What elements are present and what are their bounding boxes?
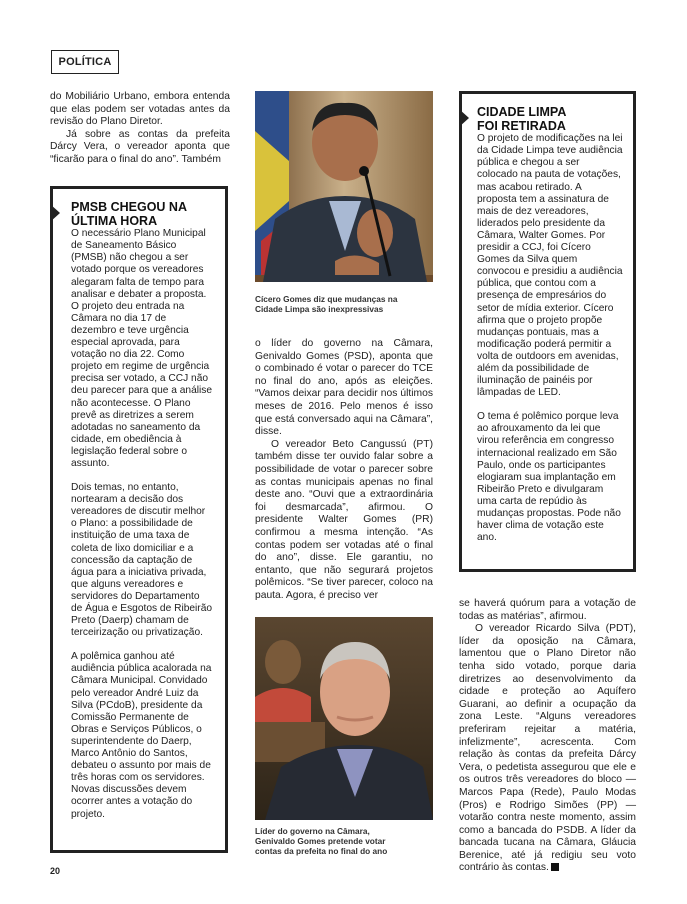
photo-caption: Líder do governo na Câmara, Genivaldo Gomes pretende votar contas da prefeita no final do ano <box>255 826 388 857</box>
col3-text <box>459 598 636 875</box>
paragraph <box>459 623 636 875</box>
box-paragraph: O necessário Plano Municipal de Saneamento Básico (PMSB) não chegou a ser votado porque os vereadores alegaram falta de tempo para analisar e debater a proposta. O projeto deu entrada na Câmara no dia 17 de dezembro e teve urgência especial aprovada, para votação no dia 22. Como projeto em regime de urgência precisa ser votado, a CCJ não deu parecer para que a análise não acontecesse. O Plano prevê as diretrizes a serem adotadas no saneamento da cidade, em obediência à legislação federal sobre o assunto. <box>71 228 213 469</box>
col2-text <box>255 338 433 602</box>
arrow-marker-icon <box>459 109 469 127</box>
paragraph-text: O vereador Ricardo Silva (PDT), líder da oposição na Câmara, lamentou que o Plano Diretor não tenha sido votado, porque daria diretrizes ao desenvolvimento da cidade e proteção ao Aquífero Guarani, ao definir a ocupação da zona Leste. “Alguns vereadores preferiram rejeitar a matéria, infelizmente”, acrescenta. Com relação às contas da prefeita Dárcy Vera, o pedetista assegurou que ele e os outros três vereadores do bloco — Marcos Papa (Rede), Paulo Modas (Pros) e Rodrigo Simões (PP) — votarão contra neste momento, assim como a bancada do PSDB. A líder da bancada tucana na Câmara, Gláucia Berenice, até já redigiu seu voto contrário às contas. <box>459 623 636 874</box>
photo-genivaldo-gomes <box>255 617 433 820</box>
councilman-photo-icon <box>255 617 433 820</box>
paragraph: O vereador Beto Cangussú (PT) também disse ter ouvido falar sobre a possibilidade de votar o parecer sobre as contas municipais apenas no final deste ano. “Ouvi que a extraordinária foi desmarcada”, afirmou. O presidente Walter Gomes (PR) confirmou a mesma intenção. “As contas podem ser votadas até o final do ano”, disse. Ele garantiu, no entanto, que não segurará projetos polêmicos. “Se tiver parecer, coloco na pauta. Agora, é preciso ver <box>255 438 433 601</box>
box-title: CIDADE LIMPA FOI RETIRADA <box>477 105 566 133</box>
col1-top-text <box>50 91 230 167</box>
box-paragraph: A polêmica ganhou até audiência pública acalorada na Câmara Municipal. Convidado pelo vereador André Luiz da Silva (PCdoB), presidente da Comissão Permanente de Obras e Serviços Públicos, o superintendente do Daerp, Marco Antônio do Santos, debateu o assunto por mais de três horas com os servidores. Novas discussões devem ocorrer antes a votação do projeto. <box>71 651 212 820</box>
box-title: PMSB CHEGOU NA ÚLTIMA HORA <box>71 200 187 228</box>
paragraph: se haverá quórum para a votação de todas as matérias”, afirmou. <box>459 598 636 622</box>
paragraph: o líder do governo na Câmara, Genivaldo Gomes (PSD), aponta que o combinado é votar o parecer do TCE no final do ano, após as eleições. “Vamos deixar para decidir nos últimos meses de 2016. Pelo menos é isso que está conversado aqui na Câmara”, disse. <box>255 338 434 438</box>
end-of-article-icon <box>551 863 559 871</box>
photo-caption: Cícero Gomes diz que mudanças na Cidade Limpa são inexpressivas <box>255 294 398 315</box>
arrow-marker-icon <box>50 204 60 222</box>
paragraph: do Mobiliário Urbano, embora entenda que elas podem ser votadas antes da revisão do Plano Diretor. <box>50 91 230 128</box>
sidebar-box-cidade-limpa <box>459 91 636 572</box>
box-paragraph: O tema é polêmico porque leva ao afrouxamento da lei que virou referência em congresso internacional realizado em São Paulo, onde os participantes elogiaram sua implantação em Ribeirão Preto e divulgaram uma carta de repúdio às mudanças propostas. Pode não haver clima de votação este ano. <box>477 411 621 544</box>
box-paragraph: Dois temas, no entanto, nortearam a decisão dos vereadores de discutir melhor o Plano: a possibilidade de instituição de uma taxa de coleta de lixo domiciliar e a concessão da captação de água para a iniciativa privada, que alguns vereadores e servidores do Departamento de Água e Esgotos de Ribeirão Preto (Daerp) chamam de terceirização ou privatização. <box>71 482 213 639</box>
paragraph: Já sobre as contas da prefeita Dárcy Vera, o vereador aponta que “ficarão para o final do ano”. Também <box>50 128 230 165</box>
sidebar-box-pmsb <box>50 186 228 853</box>
box-paragraph: O projeto de modificações na lei da Cidade Limpa teve audiência pública e chegou a ser colocado na pauta de votações, mas acabou retirado. A proposta tem a assinatura de mais de dez vereadores, liderados pelo presidente da Câmara, Walter Gomes. Por presidir a CCJ, foi Cícero Gomes da Silva quem convocou e presidiu a audiência pública, que contou com a presença de empresários do setor de mídia exterior. Cícero afirma que o projeto propõe mudanças pontuais, mas a modificação poderá permitir a volta de outdoors em avenidas, além da possibilidade de iluminação de painéis por lâmpadas de LED. <box>477 133 623 399</box>
page-number: 20 <box>50 866 61 876</box>
section-tag: POLÍTICA <box>51 50 119 74</box>
speaker-photo-icon <box>255 91 433 282</box>
photo-cicero-gomes <box>255 91 433 282</box>
